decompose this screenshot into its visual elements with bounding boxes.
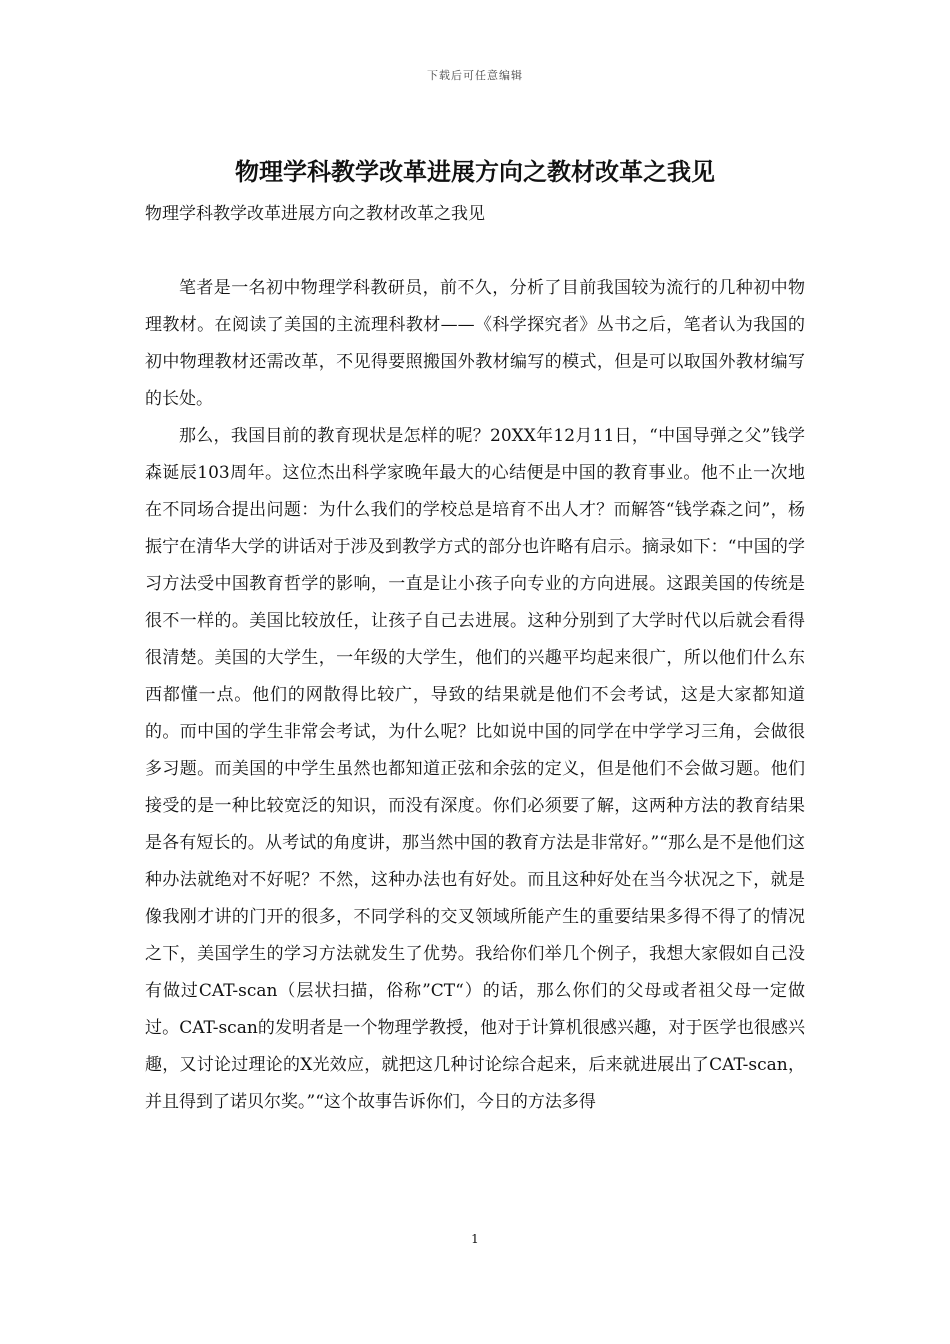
body-paragraph-2: 那么，我国目前的教育现状是怎样的呢？20XX年12月11日，“中国导弹之父”钱学森诞辰103周年。这位杰出科学家晚年最大的心结便是中国的教育事业。他不止一次地在不同场合提出问题：为什么我们的学校总是培育不出人才？而解答“钱学森之问”，杨振宁在清华大学的讲话对于涉及到教学方式的部分也许略有启示。摘录如下：“中国的学习方法受中国教育哲学的影响，一直是让小孩子向专业的方向进展。这跟美国的传统是很不一样的。美国比较放任，让孩子自己去进展。这种分别到了大学时代以后就会看得很清楚。美国的大学生，一年级的大学生，他们的兴趣平均起来很广，所以他们什么东西都懂一点。他们的网散得比较广，导致的结果就是他们不会考试，这是大家都知道的。而中国的学生非常会考试，为什么呢？比如说中国的同学在中学学习三角，会做很多习题。而美国的中学生虽然也都知道正弦和余弦的定义，但是他们不会做习题。他们接受的是一种比较宽泛的知识，而没有深度。你们必须要了解，这两种方法的教育结果是各有短长的。从考试的角度讲，那当然中国的教育方法是非常好。”“那么是不是他们这种办法就绝对不好呢？不然，这种办法也有好处。而且这种好处在当今状况之下，就是像我刚才讲的门开的很多，不同学科的交叉领域所能产生的重要结果多得不得了的情况之下，美国学生的学习方法就发生了优势。我给你们举几个例子，我想大家假如自己没有做过CAT-scan（层状扫描，俗称”CT“）的话，那么你们的父母或者祖父母一定做过。CAT-scan的发明者是一个物理学教授，他对于计算机很感兴趣，对于医学也很感兴趣，又讨论过理论的X光效应，就把这几种讨论综合起来，后来就进展出了CAT-scan，并且得到了诺贝尔奖。”“这个故事告诉你们，今日的方法多得	[145, 426, 805, 1112]
document-body	[145, 270, 805, 1121]
page-number: 1	[471, 1232, 479, 1246]
page-header-note: 下载后可任意编辑	[427, 69, 523, 82]
body-paragraph-1: 笔者是一名初中物理学科教研员，前不久，分析了目前我国较为流行的几种初中物理教材。在阅读了美国的主流理科教材——《科学探究者》丛书之后，笔者认为我国的初中物理教材还需改革，不见得要照搬国外教材编写的模式，但是可以取国外教材编写的长处。	[145, 278, 805, 409]
document-title: 物理学科教学改革进展方向之教材改革之我见	[235, 157, 715, 186]
document-subtitle: 物理学科教学改革进展方向之教材改革之我见	[145, 204, 485, 224]
